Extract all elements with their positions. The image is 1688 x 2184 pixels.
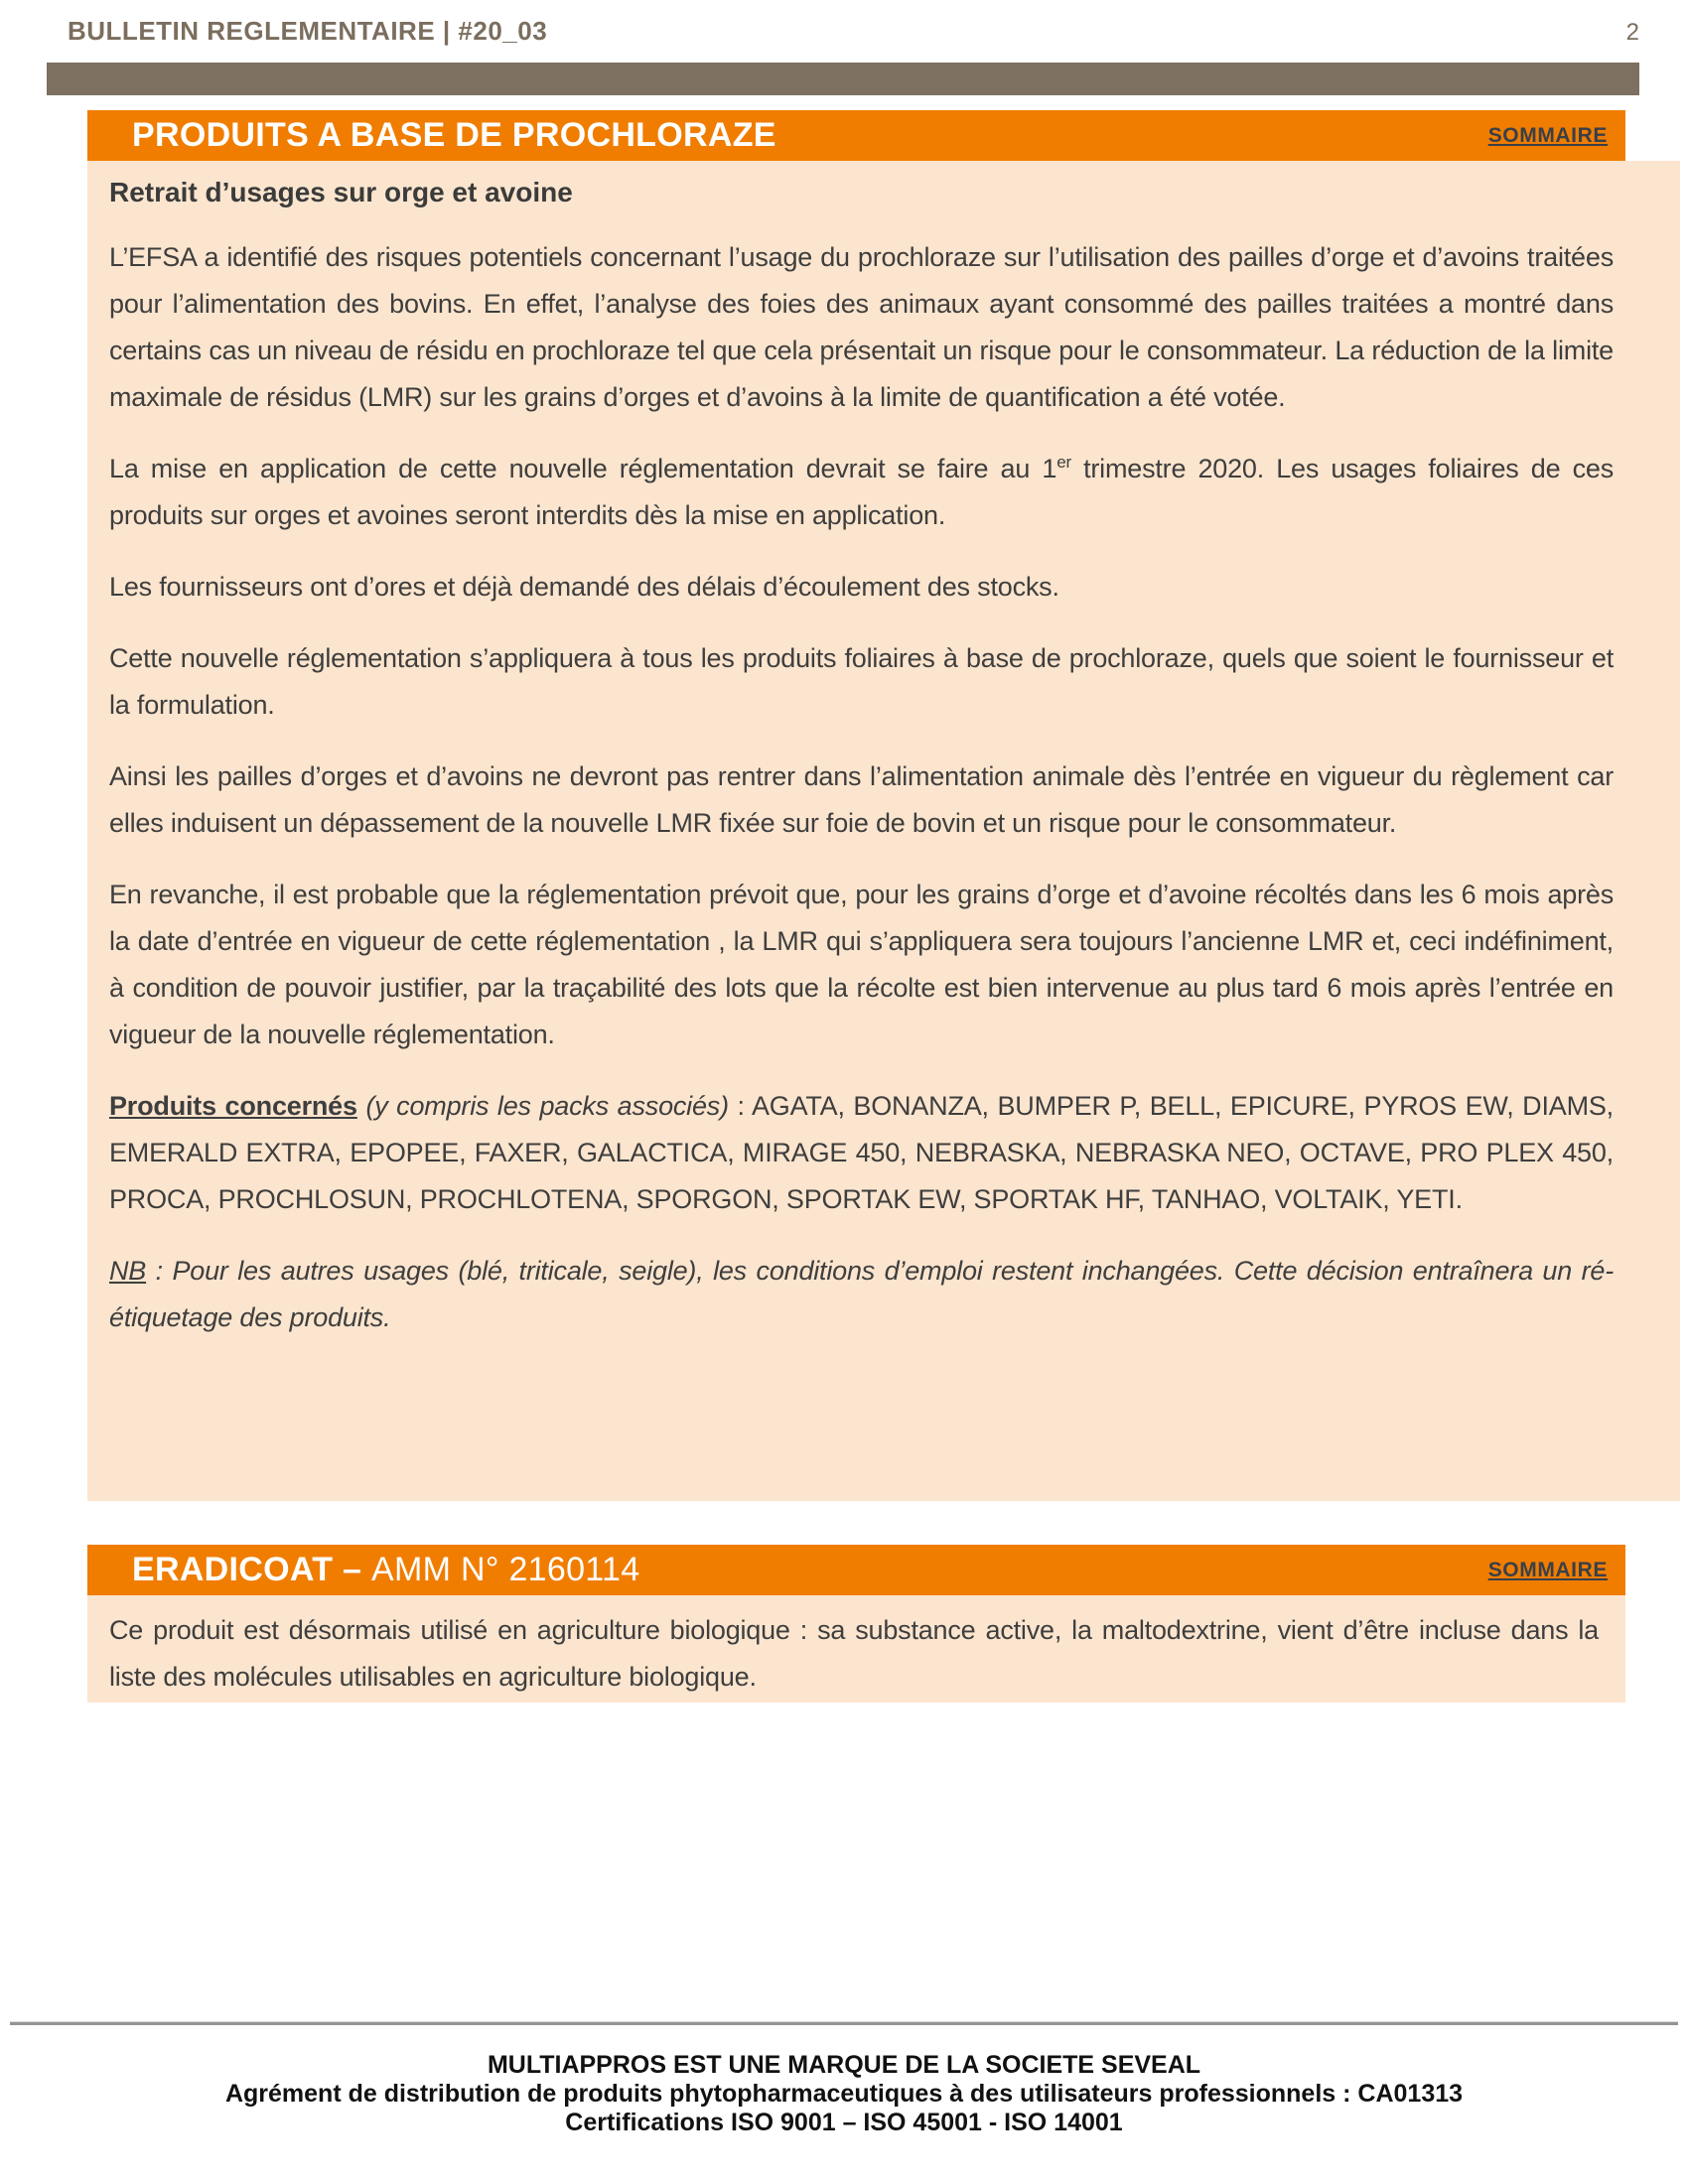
section-header-eradicoat <box>87 1545 1625 1595</box>
products-label: Produits concernés <box>109 1091 357 1121</box>
paragraph <box>109 1607 1599 1701</box>
footer-line-brand: MULTIAPPROS EST UNE MARQUE DE LA SOCIETE SEVEAL <box>487 2051 1201 2079</box>
paragraph-text: Cette nouvelle réglementation s’appliquera à tous les produits foliaires à base de prochloraze, quels que soient le fournisseur et la formulation. <box>109 643 1614 720</box>
doc-footer <box>0 2051 1688 2137</box>
paragraph <box>109 564 1614 611</box>
section-title <box>132 1545 639 1595</box>
footer-separator <box>10 2021 1678 2025</box>
paragraph-nb <box>109 1248 1614 1341</box>
section-header-prochloraze <box>87 110 1625 161</box>
paragraph-text: L’EFSA a identifié des risques potentiels concernant l’usage du prochloraze sur l’utilisation des pailles d’orge et d’avoins traitées pour l’alimentation des bovins. En effet, l’analyse des foies des animaux ayant consommé des pailles traitées a montré dans certains cas un niveau de résidu en prochloraze tel que cela présentait un risque pour le consommateur. La réduction de la limite maximale de résidus (LMR) sur les grains d’orges et d’avoins à la limite de quantification a été votée. <box>109 242 1614 412</box>
paragraph <box>109 635 1614 729</box>
nb-text: : Pour les autres usages (blé, triticale, seigle), les conditions d’emploi restent inchangées. Cette décision entraînera un ré-étiquetage des produits. <box>109 1256 1614 1332</box>
section-title-amm: AMM N° 2160114 <box>371 1551 640 1588</box>
sommaire-link[interactable]: SOMMAIRE <box>1487 124 1608 147</box>
paragraph-text: trimestre 2020. Les usages foliaires de ces produits sur orges et avoines seront interdits dès la mise en application. <box>109 454 1615 530</box>
sommaire-link[interactable]: SOMMAIRE <box>1487 1559 1608 1581</box>
section-title-product: ERADICOAT – <box>132 1551 371 1588</box>
paragraph-text: Ce produit est désormais utilisé en agriculture biologique : sa substance active, la maltodextrine, vient d’être incluse dans la liste des molécules utilisables en agriculture biologique. <box>109 1615 1599 1692</box>
section-subtitle: Retrait d’usages sur orge et avoine <box>109 177 573 207</box>
section-title: PRODUITS A BASE DE PROCHLORAZE <box>132 116 776 154</box>
doc-title: BULLETIN REGLEMENTAIRE | #20_03 <box>68 16 548 46</box>
paragraph-text: En revanche, il est probable que la réglementation prévoit que, pour les grains d’orge et d’avoine récoltés dans les 6 mois après la date d’entrée en vigueur de cette réglementation , la LMR qui s’appliquera sera toujours l’ancienne LMR et, ceci indéfiniment, à condition de pouvoir justifier, par la traçabilité des lots que la récolte est bien intervenue au plus tard 6 mois après l’entrée en vigueur de la nouvelle réglementation. <box>109 880 1614 1049</box>
content-box-prochloraze <box>87 161 1680 1501</box>
paragraph <box>109 753 1614 847</box>
header-rule <box>47 63 1639 95</box>
content-box-eradicoat <box>87 1595 1625 1703</box>
products-list: : AGATA, BONANZA, BUMPER P, BELL, EPICURE, PYROS EW, DIAMS, EMERALD EXTRA, EPOPEE, FAXER, GALACTICA, MIRAGE 450, NEBRASKA, NEBRASKA NEO, OCTAVE, PRO PLEX 450, PROCA, PROCHLOSUN, PROCHLOTENA, SPORGON, SPORTAK EW, SPORTAK HF, TANHAO, VOLTAIK, YETI. <box>109 1091 1614 1214</box>
paragraph <box>109 872 1614 1058</box>
superscript-ordinal: er <box>1056 453 1071 472</box>
paragraph <box>109 234 1614 421</box>
paragraph-text: Les fournisseurs ont d’ores et déjà demandé des délais d’écoulement des stocks. <box>109 572 1059 602</box>
footer-line-agrement: Agrément de distribution de produits phytopharmaceutiques à des utilisateurs professionnels : CA01313 <box>224 2080 1464 2108</box>
nb-label: NB <box>109 1256 147 1286</box>
paragraph <box>109 446 1614 539</box>
products-note: (y compris les packs associés) <box>356 1091 729 1121</box>
paragraph-text: La mise en application de cette nouvelle réglementation devrait se faire au 1 <box>109 454 1057 483</box>
paragraph-text: Ainsi les pailles d’orges et d’avoins ne devront pas rentrer dans l’alimentation animale dès l’entrée en vigueur du règlement car elles induisent un dépassement de la nouvelle LMR fixée sur foie de bovin et un risque pour le consommateur. <box>109 761 1614 838</box>
footer-line-certifications: Certifications ISO 9001 – ISO 45001 - ISO 14001 <box>565 2109 1123 2136</box>
doc-header <box>68 16 1639 47</box>
paragraph-products <box>109 1083 1614 1223</box>
page-number: 2 <box>1625 19 1639 46</box>
